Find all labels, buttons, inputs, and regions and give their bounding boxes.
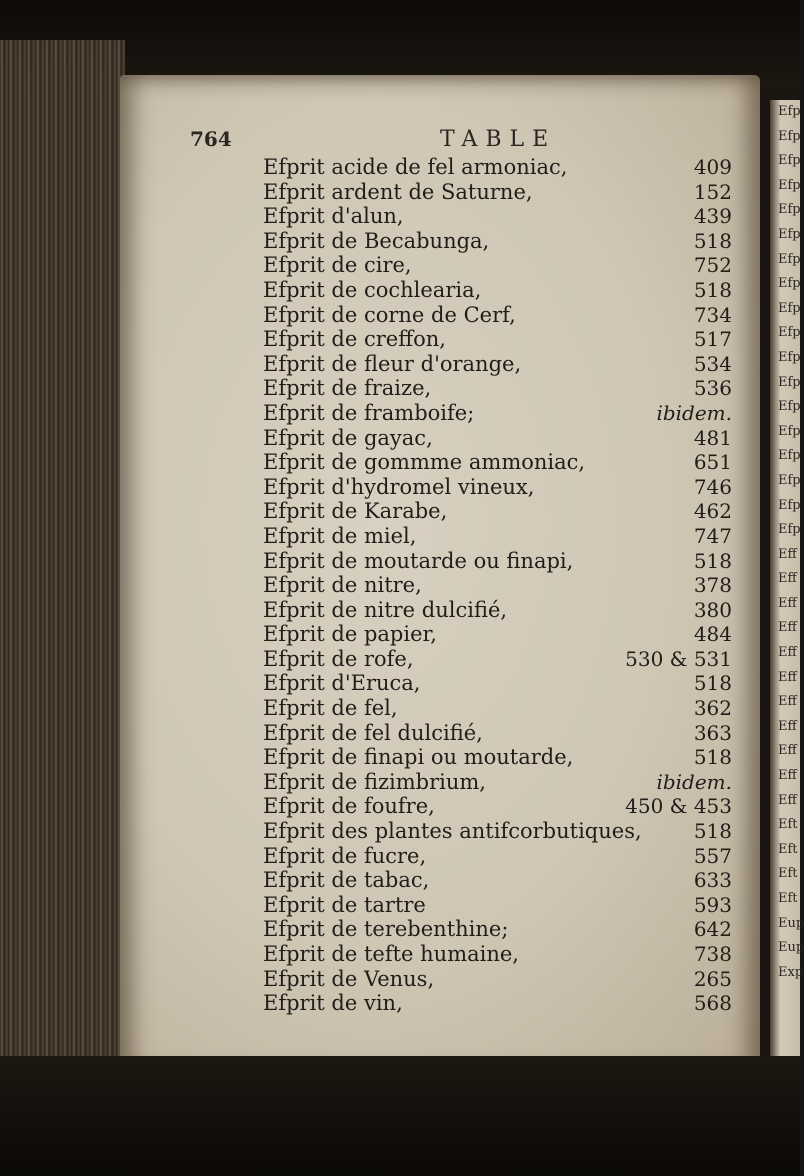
- index-entry: [0, 967, 800, 992]
- entry-page-ref: ibidem.: [656, 400, 732, 425]
- entry-name: Efprit de fizimbrium,: [263, 769, 486, 794]
- entry-name: Efprit de gayac,: [263, 425, 433, 450]
- index-entry: [0, 180, 800, 205]
- index-entry: [0, 278, 800, 303]
- next-page-fragment: Efp: [778, 522, 801, 538]
- entry-page-ref: 534: [693, 351, 732, 376]
- next-page-fragment: Exp: [778, 964, 804, 980]
- background-bottom: [0, 1056, 800, 1176]
- entry-name: Efprit de tartre: [263, 892, 426, 917]
- next-page-fragment: Efp: [778, 448, 801, 464]
- entry-name: Efprit de miel,: [263, 523, 417, 548]
- entry-name: Efprit d'hydromel vineux,: [263, 474, 535, 499]
- next-page-fragment: Efp: [778, 153, 801, 169]
- entry-name: Efprit ardent de Saturne,: [263, 179, 533, 204]
- index-entry: [0, 303, 800, 328]
- entry-name: Efprit de moutarde ou finapi,: [263, 548, 574, 573]
- next-page-fragment: Efp: [778, 325, 801, 341]
- entry-page-ref: 450 & 453: [625, 794, 732, 819]
- next-page-fragment: Efp: [778, 202, 801, 218]
- entry-name: Efprit de corne de Cerf,: [263, 302, 516, 327]
- index-entry: [0, 327, 800, 352]
- entry-page-ref: 518: [693, 671, 732, 696]
- next-page-fragment: Eft: [778, 817, 798, 833]
- next-page-fragment: Eff: [778, 743, 797, 759]
- entry-name: Efprit de tabac,: [263, 868, 430, 893]
- entry-name: Efprit de gommme ammoniac,: [263, 450, 586, 475]
- entry-page-ref: 152: [693, 179, 732, 204]
- next-page-fragment: Eff: [778, 768, 797, 784]
- index-entry: [0, 819, 800, 844]
- page-number: 764: [190, 127, 232, 151]
- entry-page-ref: 462: [693, 499, 732, 524]
- index-entry: [0, 450, 800, 475]
- index-entry: [0, 991, 800, 1016]
- next-page-fragment: Efp: [778, 399, 801, 415]
- entry-page-ref: 633: [693, 868, 732, 893]
- entry-page-ref: 518: [693, 548, 732, 573]
- entry-name: Efprit de Karabe,: [263, 499, 448, 524]
- index-entry: [0, 401, 800, 426]
- index-entry: [0, 745, 800, 770]
- entry-name: Efprit de fleur d'orange,: [263, 351, 522, 376]
- entry-name: Efprit de finapi ou moutarde,: [263, 745, 574, 770]
- entry-name: Efprit d'Eruca,: [263, 671, 421, 696]
- index-entry: [0, 917, 800, 942]
- entry-name: Efprit de fel,: [263, 696, 398, 721]
- next-page-fragment: Eff: [778, 694, 797, 710]
- next-page-fragment: Efp: [778, 497, 801, 513]
- entry-name: Efprit de nitre,: [263, 573, 422, 598]
- entry-name: Efprit de cire,: [263, 253, 412, 278]
- next-page-fragment: Efp: [778, 300, 801, 316]
- entry-page-ref: 747: [693, 523, 732, 548]
- entry-page-ref: 518: [693, 277, 732, 302]
- index-entry: [0, 352, 800, 377]
- entry-page-ref: 557: [693, 843, 732, 868]
- index-entry: [0, 524, 800, 549]
- entry-page-ref: 651: [693, 450, 732, 475]
- entry-page-ref: 746: [693, 474, 732, 499]
- next-page-fragment: Eff: [778, 718, 797, 734]
- entry-page-ref: 378: [693, 573, 732, 598]
- entry-page-ref: 518: [693, 228, 732, 253]
- index-entry: [0, 794, 800, 819]
- entry-name: Efprit de fraize,: [263, 376, 432, 401]
- next-page-fragment: Eff: [778, 571, 797, 587]
- entry-name: Efprit de creffon,: [263, 327, 446, 352]
- index-entry: [0, 253, 800, 278]
- next-page-fragment: Efp: [778, 251, 801, 267]
- index-entry: [0, 376, 800, 401]
- next-page-fragment: Efp: [778, 104, 801, 119]
- next-page-fragment: Eft: [778, 866, 798, 882]
- index-entry: [0, 893, 800, 918]
- next-page-fragment: Efp: [778, 276, 801, 292]
- page-header: [0, 127, 800, 157]
- entry-name: Efprit acide de fel armoniac,: [263, 155, 568, 179]
- index-entry: [0, 942, 800, 967]
- index-entry: [0, 229, 800, 254]
- entry-name: Efprit d'alun,: [263, 204, 404, 229]
- index-entry: [0, 647, 800, 672]
- entry-page-ref: 363: [693, 720, 732, 745]
- next-page-fragment: Eff: [778, 669, 797, 685]
- index-entry: [0, 868, 800, 893]
- index-entry: [0, 549, 800, 574]
- entry-page-ref: 481: [693, 425, 732, 450]
- entry-name: Efprit de nitre dulcifié,: [263, 597, 508, 622]
- next-page-fragment: Eff: [778, 546, 797, 562]
- running-title: TABLE: [440, 127, 557, 152]
- next-page-fragment: Eff: [778, 645, 797, 661]
- entry-page-ref: 734: [693, 302, 732, 327]
- entry-page-ref: 642: [693, 917, 732, 942]
- next-page-fragment: Efp: [778, 349, 801, 365]
- index-entry: [0, 499, 800, 524]
- entry-page-ref: 362: [693, 696, 732, 721]
- next-page-fragment: Efp: [778, 177, 801, 193]
- next-page-fragment: Efp: [778, 423, 801, 439]
- index-entries: [0, 155, 804, 1016]
- entry-page-ref: 265: [693, 966, 732, 991]
- entry-page-ref: 517: [693, 327, 732, 352]
- index-entry: [0, 475, 800, 500]
- index-entry: [0, 671, 800, 696]
- index-entry: [0, 426, 800, 451]
- entry-name: Efprit de rofe,: [263, 646, 414, 671]
- next-page-fragment: Eft: [778, 891, 798, 906]
- index-entry: [0, 721, 800, 746]
- entry-page-ref: 409: [693, 155, 732, 179]
- entry-page-ref: 518: [693, 819, 732, 844]
- entry-name: Efprit de framboife;: [263, 400, 475, 425]
- next-page-fragment: Efp: [778, 128, 801, 144]
- entry-name: Efprit de Venus,: [263, 966, 435, 991]
- entry-page-ref: 536: [693, 376, 732, 401]
- entry-name: Efprit de foufre,: [263, 794, 435, 819]
- next-page-fragment: Eft: [778, 841, 798, 857]
- entry-page-ref: ibidem.: [656, 769, 732, 794]
- next-page-fragment: Efp: [778, 472, 801, 488]
- entry-page-ref: 752: [693, 253, 732, 278]
- entry-page-ref: 738: [693, 942, 732, 966]
- next-page-fragment: Efp: [778, 226, 801, 242]
- entry-name: Efprit de terebenthine;: [263, 917, 509, 942]
- index-entry: [0, 598, 800, 623]
- entry-page-ref: 518: [693, 745, 732, 770]
- index-entry: [0, 204, 800, 229]
- entry-page-ref: 568: [693, 991, 732, 1016]
- index-entry: [0, 770, 800, 795]
- index-entry: [0, 573, 800, 598]
- index-entry: [0, 844, 800, 869]
- entry-name: Efprit de fel dulcifié,: [263, 720, 483, 745]
- index-entry: [0, 155, 800, 180]
- next-page-fragment: Eff: [778, 620, 797, 636]
- entry-page-ref: 593: [693, 892, 732, 917]
- next-page-fragment: Eup: [778, 915, 804, 931]
- entry-page-ref: 380: [693, 597, 732, 622]
- next-page-fragment: Eff: [778, 595, 797, 611]
- index-entry: [0, 696, 800, 721]
- entry-name: Efprit de Becabunga,: [263, 228, 490, 253]
- entry-page-ref: 439: [693, 204, 732, 229]
- entry-name: Efprit de fucre,: [263, 843, 427, 868]
- index-entry: [0, 622, 800, 647]
- entry-name: Efprit de tefte humaine,: [263, 942, 519, 966]
- entry-page-ref: 530 & 531: [625, 646, 732, 671]
- entry-name: Efprit de papier,: [263, 622, 437, 647]
- next-page-fragment: Eup: [778, 940, 804, 956]
- entry-name: Efprit des plantes antifcorbutiques,: [263, 819, 642, 844]
- entry-name: Efprit de cochlearia,: [263, 277, 482, 302]
- next-page-fragment: Efp: [778, 374, 801, 390]
- next-page-fragment: Eff: [778, 792, 797, 808]
- entry-page-ref: 484: [693, 622, 732, 647]
- entry-name: Efprit de vin,: [263, 991, 403, 1016]
